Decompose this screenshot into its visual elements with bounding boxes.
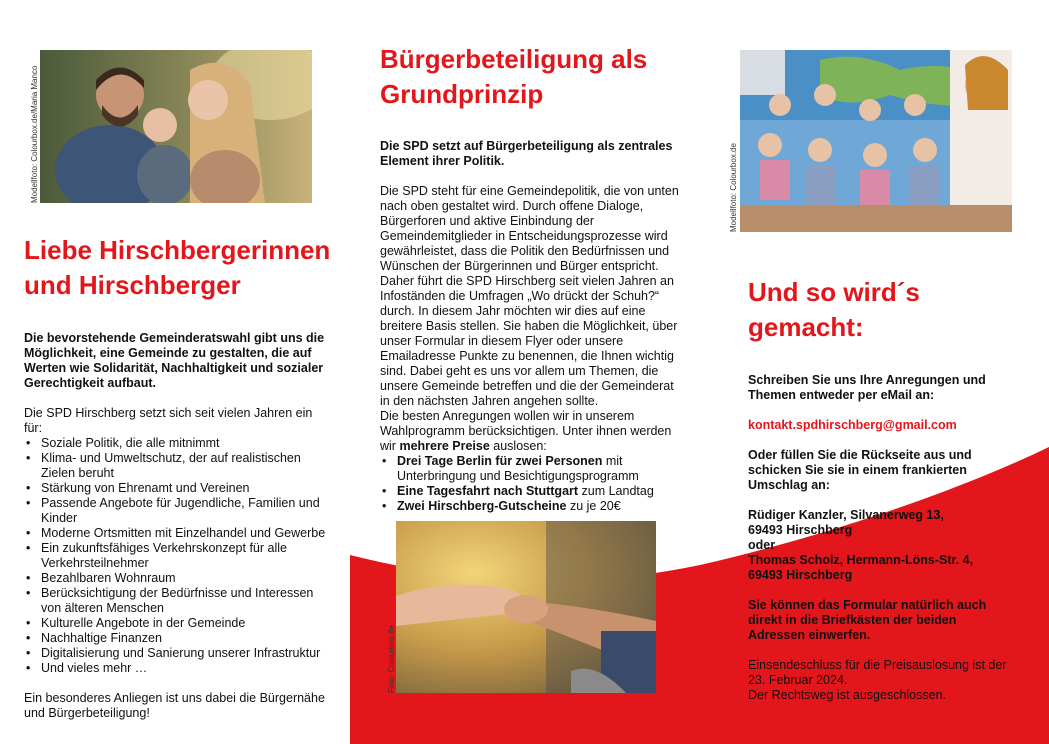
contact-email-link[interactable]: kontakt.spdhirschberg@gmail.com xyxy=(748,418,957,432)
list-item: • Ein zukunftsfähiges Verkehrskonzept für alle Verkehrsteilnehmer xyxy=(24,541,329,571)
list-item: • Klima- und Umweltschutz, der auf realistischen Zielen beruht xyxy=(24,451,329,481)
legal-note: Der Rechtsweg ist ausgeschlossen. xyxy=(748,688,947,702)
prizes-intro-end: auslosen: xyxy=(489,439,547,453)
left-panel-intro: Die SPD Hirschberg setzt sich seit vielen Jahren ein für: xyxy=(24,406,313,435)
list-item: • Berücksichtigung der Bedürfnisse und Interessen von älteren Menschen xyxy=(24,586,329,616)
list-item: • Moderne Ortsmitten mit Einzelhandel und Gewerbe xyxy=(24,526,329,541)
list-item: • Nachhaltige Finanzen xyxy=(24,631,329,646)
address-2-line-2: 69493 Hirschberg xyxy=(748,568,853,582)
prize-detail: mit Unterbringung und Besichtigungsprogramm xyxy=(397,454,639,483)
left-panel-content xyxy=(24,331,329,721)
left-panel-lead: Die bevorstehende Gemeinderatswahl gibt uns die Möglichkeit, eine Gemeinde zu gestalten, die auf Werten wie Solidarität, Nachhaltigkeit und sozialer Gerechtigkeit aufbaut. xyxy=(24,331,325,390)
right-panel-instruction: Schreiben Sie uns Ihre Anregungen und Themen entweder per eMail an: xyxy=(748,373,986,402)
right-panel-heading: Und so wird´s gemacht: xyxy=(748,277,920,342)
list-item: • Kulturelle Angebote in der Gemeinde xyxy=(24,616,329,631)
children-photo-credit: Modellfoto: Colourbox.de xyxy=(729,143,738,232)
list-item: • Passende Angebote für Jugendliche, Familien und Kinder xyxy=(24,496,329,526)
deadline-note: Einsendeschluss für die Preisauslosung ist der 23. Februar 2024. xyxy=(748,658,1007,687)
list-item: • Digitalisierung und Sanierung unserer Infrastruktur xyxy=(24,646,329,661)
list-item: • Stärkung von Ehrenamt und Vereinen xyxy=(24,481,329,496)
prizes-intro-bold: mehrere Preise xyxy=(399,439,490,453)
mailing-addresses xyxy=(748,508,1008,583)
hands-photo-credit: Foto: Colourbox.de xyxy=(387,624,396,693)
prize-detail: zum Landtag xyxy=(578,484,654,498)
prize-name: Drei Tage Berlin für zwei Personen xyxy=(397,454,603,468)
address-1-line-2: 69493 Hirschberg xyxy=(748,523,853,537)
children-photo xyxy=(740,50,1012,232)
middle-panel-body: Die SPD steht für eine Gemeindepolitik, die von unten nach oben gestaltet wird. Durch offene Dialoge, Bürgerforen und aktive Einbindung der Gemeindemitglieder in Entscheidungsprozesse wird gewährleistet, dass die Politik den Bedürfnissen und Wünschen der Bürgerinnen und Bürger entspricht. Daher führt die SPD Hirschberg seit vielen Jahren an Infoständen die Umfragen „Wo drückt der Schuh?“ durch. In diesem Jahr möchten wir dies auf eine breitere Basis stellen. Sie haben die Möglichkeit, über unser Formular in diesem Flyer oder unsere Emailadresse Punkte zu benennen, die Ihnen wichtig sind. Dabei geht es uns vor allem um Themen, die unsere Gemeinde betreffen und die der Gemeinderat in den nächsten Jahren angehen sollte. xyxy=(380,184,679,408)
list-item xyxy=(380,499,680,514)
middle-panel-lead: Die SPD setzt auf Bürgerbeteiligung als zentrales Element ihrer Politik. xyxy=(380,139,673,168)
prizes-list xyxy=(380,454,680,514)
family-photo-credit: Modellfoto: Colourbox.de/Maria Manco xyxy=(30,65,39,203)
left-panel-heading: Liebe Hirschbergerinnen und Hirschberger xyxy=(24,235,331,300)
prizes-intro-text: Die besten Anregungen wollen wir in unserem Wahlprogramm berücksichtigen. Unter ihnen werden wir xyxy=(380,409,672,453)
address-or: oder xyxy=(748,538,776,552)
middle-panel-content xyxy=(380,139,680,514)
prize-name: Eine Tagesfahrt nach Stuttgart xyxy=(397,484,579,498)
address-2-line-1: Thomas Scholz, Hermann-Löns-Str. 4, xyxy=(748,553,974,567)
list-item: • Und vieles mehr … xyxy=(24,661,329,676)
left-panel-closing: Ein besonderes Anliegen ist uns dabei die Bürgernähe und Bürgerbeteiligung! xyxy=(24,691,325,720)
commitments-list xyxy=(24,436,329,676)
address-1-line-1: Rüdiger Kanzler, Silvanerweg 13, xyxy=(748,508,944,522)
list-item xyxy=(380,484,680,499)
holding-hands-photo xyxy=(396,521,656,693)
prize-detail: zu je 20€ xyxy=(566,499,621,513)
prize-name: Zwei Hirschberg-Gutscheine xyxy=(397,499,567,513)
drop-off-note: Sie können das Formular natürlich auch direkt in die Briefkästen der beiden Adressen einwerfen. xyxy=(748,598,987,642)
right-panel-alt-instruction: Oder füllen Sie die Rückseite aus und schicken Sie sie in einem frankierten Umschlag an: xyxy=(748,448,972,492)
list-item xyxy=(380,454,680,484)
middle-panel-prizes-intro xyxy=(380,409,680,454)
list-item: • Bezahlbaren Wohnraum xyxy=(24,571,329,586)
right-panel-content xyxy=(748,373,1008,703)
middle-panel-heading: Bürgerbeteiligung als Grundprinzip xyxy=(380,44,648,109)
family-photo xyxy=(40,50,312,203)
list-item: • Soziale Politik, die alle mitnimmt xyxy=(24,436,329,451)
